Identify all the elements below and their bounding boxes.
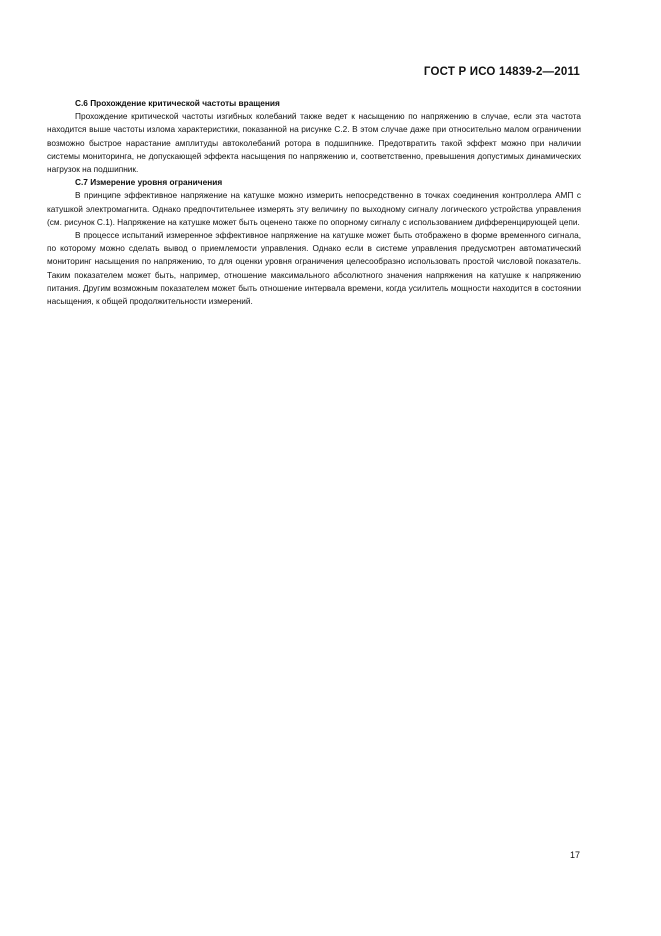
document-body [47,97,581,308]
section-heading: С.7 Измерение уровня ограничения [75,177,223,188]
page-number: 17 [569,850,580,860]
section-c7 [47,176,581,308]
section-c6 [47,97,581,176]
section-heading: С.6 Прохождение критической частоты вращения [75,98,280,108]
paragraph: В принципе эффективное напряжение на катушке можно измерить непосредственно в точках соединения контроллера АМП с катушкой электромагнита. Однако предпочтительнее измерять эту величину по выходному сигналу логического устройства управления (см. рисунок С.1). Напряжение на катушке может быть оценено также по опорному сигналу с использованием дифференцирующей цепи. [47,190,581,227]
paragraph: В процессе испытаний измеренное эффективное напряжение на катушке может быть отображено в форме временного сигнала, по которому можно сделать вывод о приемлемости управления. Однако если в системе управления предусмотрен автоматический мониторинг насыщения по напряжению, то для оценки уровня ограничения целесообразно использовать простой числовой показатель. Таким показателем может быть, например, отношение максимального абсолютного значения напряжения на катушке к напряжению питания. Другим возможным показателем может быть отношение интервала времени, когда усилитель мощности находится в состоянии насыщения, к общей продолжительности измерений. [47,230,581,307]
paragraph: Прохождение критической частоты изгибных колебаний также ведет к насыщению по напряжению в случае, если эта частота находится выше частоты излома характеристики, показанной на рисунке С.2. В этом случае даже при относительно малом ограничении возможно быстрое нарастание амплитуды автоколебаний ротора в подшипнике. Предотвратить такой эффект можно при наличии системы мониторинга, не допускающей эффекта насыщения по напряжению и, соответственно, превышения допустимых динамических нагрузок на подшипник. [47,111,581,175]
document-id-header: ГОСТ Р ИСО 14839-2—2011 [423,66,580,78]
